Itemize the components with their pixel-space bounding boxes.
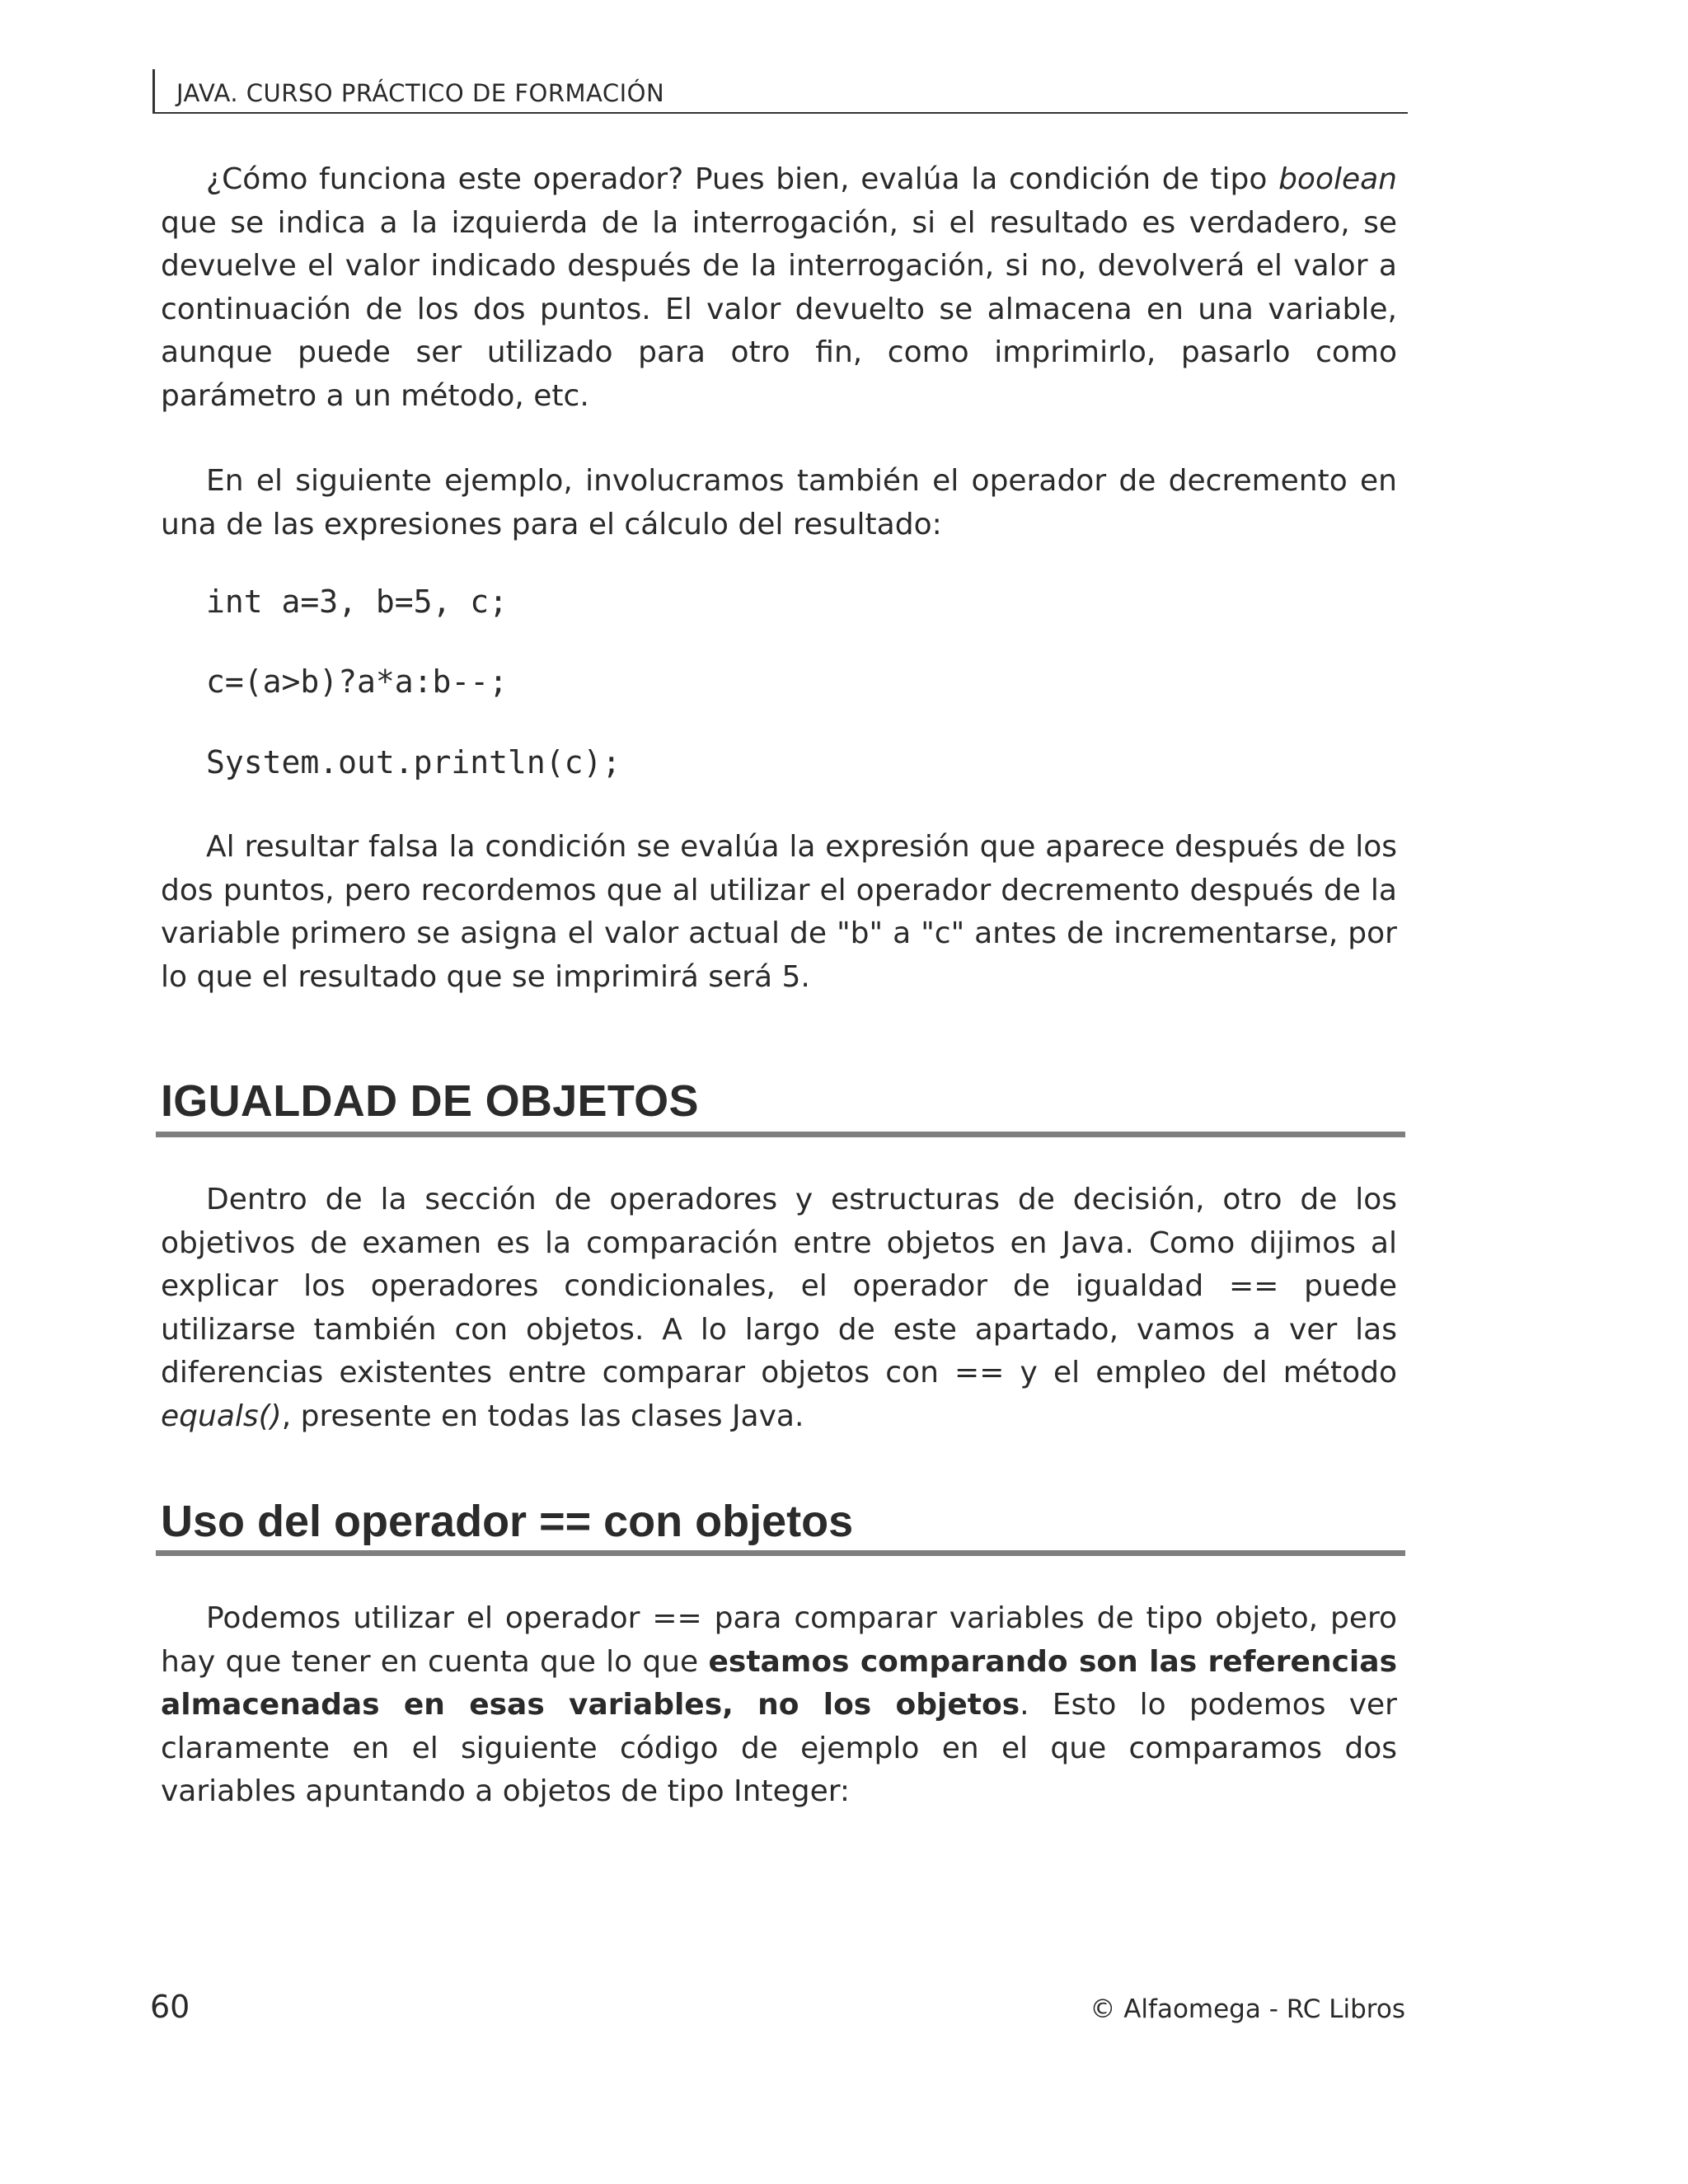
- copyright-notice: © Alfaomega - RC Libros: [1090, 1994, 1405, 2024]
- p2-text: En el siguiente ejemplo, involucramos también el operador de decremento en una de las expresiones para el cálculo del resultado:: [161, 464, 1397, 541]
- p4-text-b: , presente en todas las clases Java.: [281, 1399, 804, 1433]
- code-line-2: c=(a>b)?a*a:b--;: [206, 663, 509, 700]
- subsection-heading: Uso del operador == con objetos: [161, 1497, 854, 1546]
- paragraph-result-explanation: [161, 826, 1397, 999]
- running-head-text: JAVA. CURSO PRÁCTICO DE FORMACIÓN: [176, 79, 665, 107]
- p1-text-a: ¿Cómo funciona este operador? Pues bien, evalúa la condición de tipo: [206, 162, 1279, 196]
- paragraph-ternary-explanation: [161, 158, 1397, 418]
- paragraph-example-intro: [161, 460, 1397, 546]
- p1-italic-term: boolean: [1278, 162, 1397, 196]
- code-line-1: int a=3, b=5, c;: [206, 583, 509, 620]
- p4-italic-method: equals(): [161, 1399, 282, 1433]
- code-line-3: System.out.println(c);: [206, 744, 621, 780]
- p1-text-b: que se indica a la izquierda de la interrogación, si el resultado es verdadero, se devuelve el valor indicado después de la interrogación, si no, devolverá el valor a continuación de los dos puntos. El valor devuelto se almacena en una variable, aunque puede ser utilizado para otro fin, como imprimirlo, pasarlo como parámetro a un método, etc.: [161, 205, 1397, 413]
- p5-text-a: Podemos utilizar el operador == para comparar variables de tipo objeto, pero hay que tener en cuenta que lo que: [161, 1601, 1397, 1679]
- paragraph-object-equality: [161, 1179, 1397, 1438]
- p5-text-b: . Esto lo podemos ver claramente en el siguiente código de ejemplo en el que comparamos dos variables apuntando a objetos de tipo Integer:: [161, 1688, 1397, 1808]
- page-number: 60: [150, 1989, 190, 2025]
- paragraph-operator-objects: [161, 1597, 1397, 1814]
- section-heading: IGUALDAD DE OBJETOS: [161, 1076, 699, 1126]
- subsection-heading-rule: [156, 1550, 1405, 1556]
- running-head: [152, 69, 1408, 114]
- p4-text-a: Dentro de la sección de operadores y estructuras de decisión, otro de los objetivos de examen es la comparación entre objetos en Java. Como dijimos al explicar los operadores condicionales, el operador de igualdad == puede utilizarse también con objetos. A lo largo de este apartado, vamos a ver las diferencias existentes entre comparar objetos con == y el empleo del método: [161, 1183, 1397, 1390]
- p3-text: Al resultar falsa la condición se evalúa la expresión que aparece después de los dos puntos, pero recordemos que al utilizar el operador decremento después de la variable primero se asigna el valor actual de "b" a "c" antes de incrementarse, por lo que el resultado que se imprimirá será 5.: [161, 830, 1397, 994]
- section-heading-rule: [156, 1132, 1405, 1137]
- p5-bold-text: estamos comparando son las referencias almacenadas en esas variables, no los objetos: [161, 1644, 1397, 1722]
